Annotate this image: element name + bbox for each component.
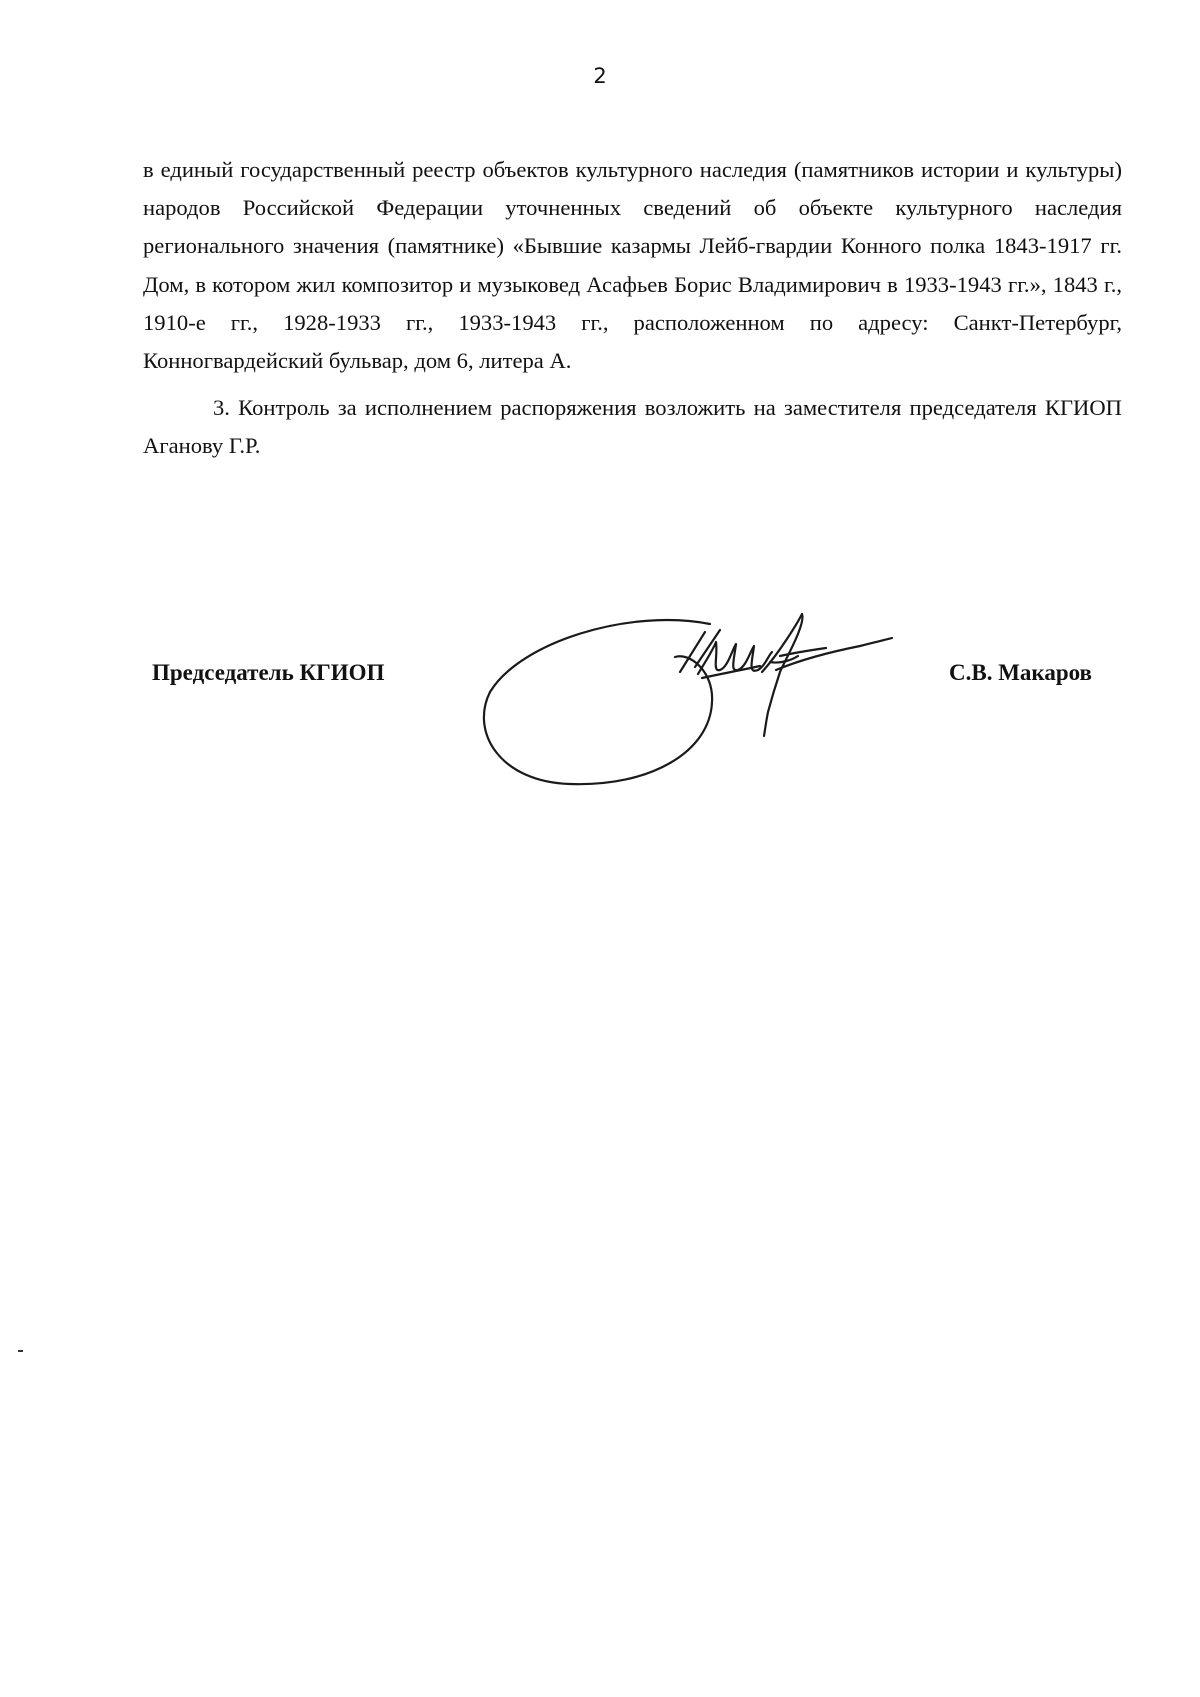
document-body <box>143 151 1122 466</box>
scan-artifact-mark <box>18 1350 23 1352</box>
paragraph-3: 3. Контроль за исполнением распоряжения возложить на заместителя председателя КГИОП Аганову Г.Р. <box>143 395 1122 459</box>
signatory-name: С.В. Макаров <box>949 660 1092 685</box>
paragraph-continued: в единый государственный реестр объектов культурного наследия (памятников истории и культуры) народов Российской Федерации уточненных сведений об объекте культурного наследия регионального значения (памятнике) «Бывшие казармы Лейб-гвардии Конного полка 1843-1917 гг. Дом, в котором жил композитор и музыковед Асафьев Борис Владимирович в 1933-1943 гг.», 1843 г., 1910-е гг., 1928-1933 гг., 1933-1943 гг., расположенном по адресу: Санкт-Петербург, Конногвардейский бульвар, дом 6, литера А. <box>143 157 1122 374</box>
handwritten-signature <box>480 612 900 792</box>
page-number: 2 <box>593 64 607 88</box>
signature-position-title: Председатель КГИОП <box>152 660 385 685</box>
